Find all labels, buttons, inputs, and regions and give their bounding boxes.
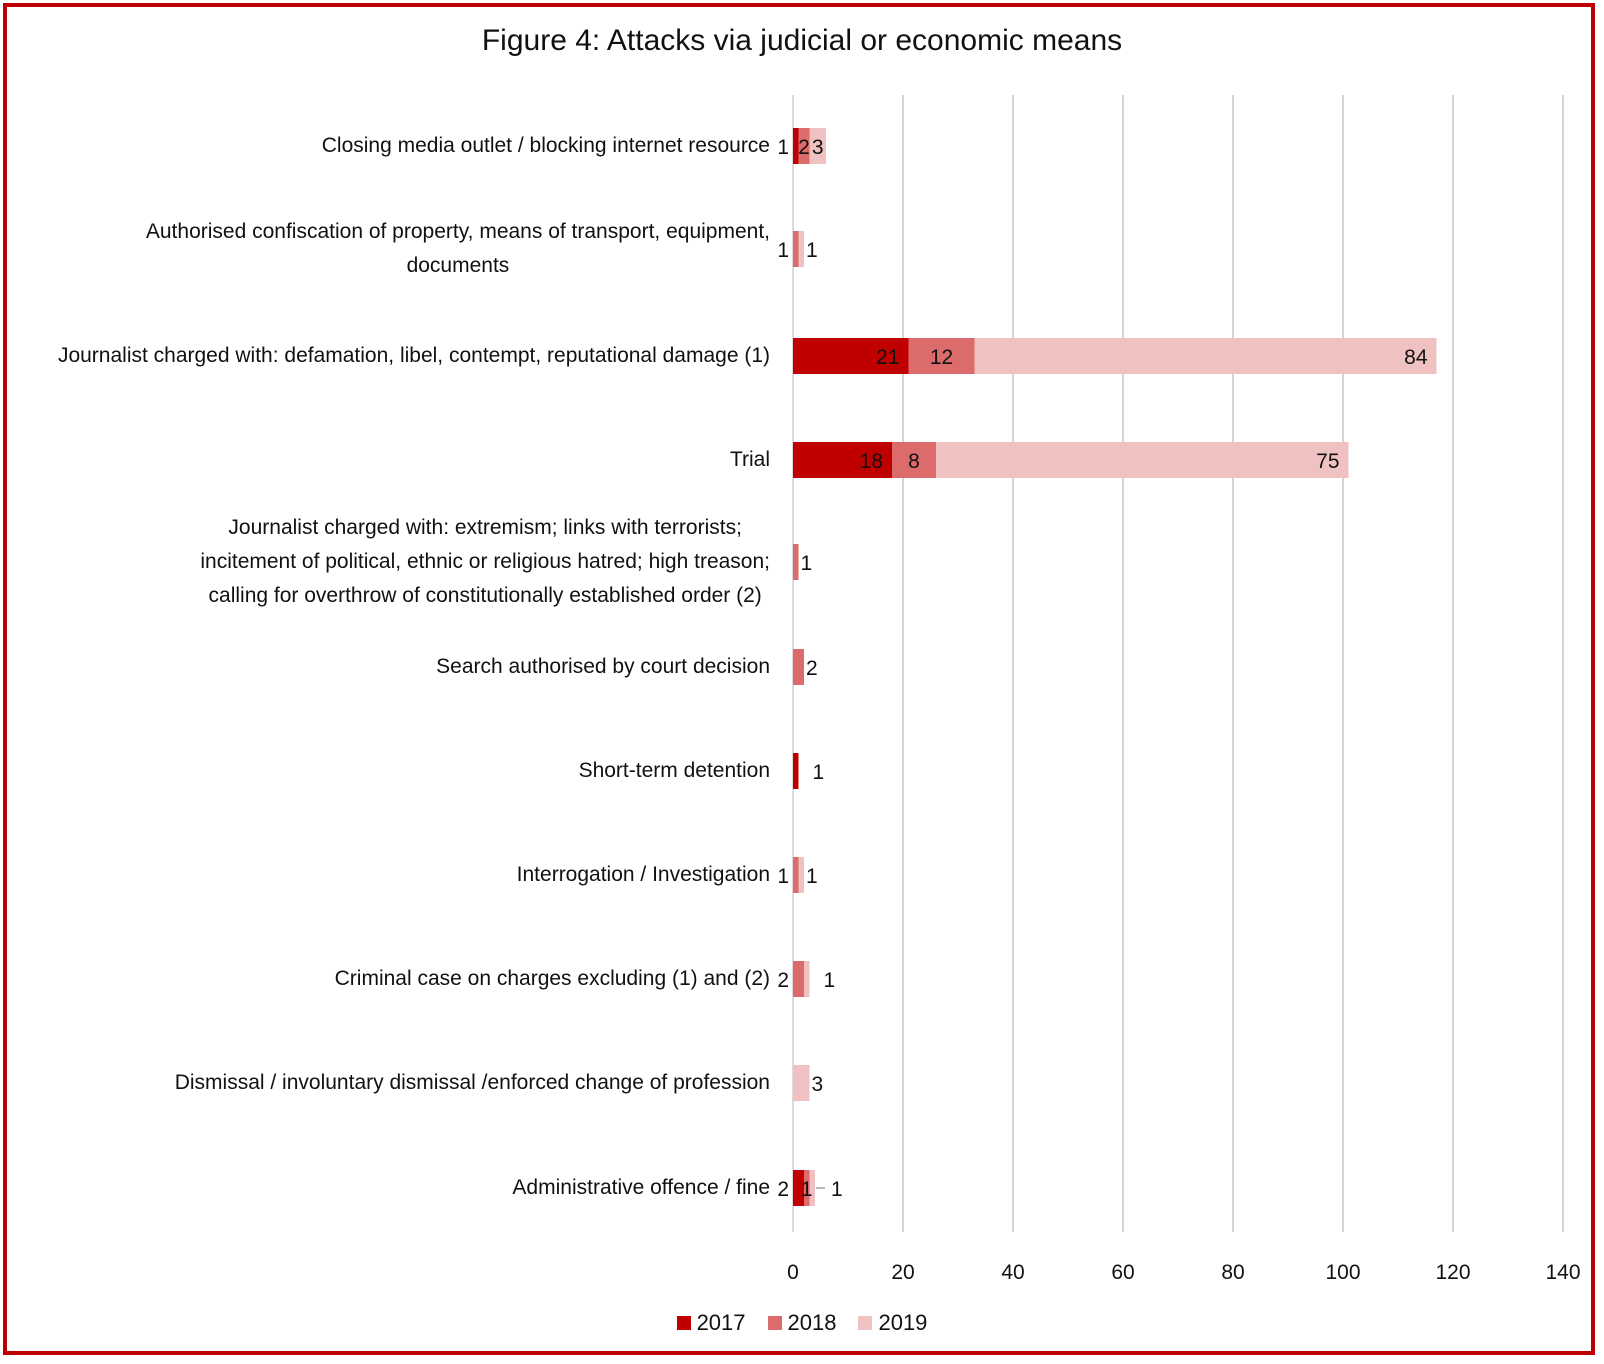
bar-segment-2018: [793, 857, 799, 893]
category-label-line: Journalist charged with: extremism; links with terrorists;: [228, 516, 742, 539]
bar-segment-2019: [975, 338, 1437, 374]
data-label: 3: [811, 1073, 824, 1096]
data-label: 1: [777, 865, 789, 888]
category-label: [579, 754, 770, 788]
data-label: 21: [876, 346, 900, 369]
legend-item-2017: [677, 1310, 746, 1336]
category-label: [322, 129, 770, 163]
data-label: 8: [908, 450, 920, 473]
x-tick-label: 80: [1221, 1261, 1245, 1284]
data-label: 75: [1316, 450, 1340, 473]
data-label: 1: [777, 239, 789, 262]
bar-segment-2018: [793, 544, 799, 580]
bar-segment-2019: [793, 1065, 810, 1101]
category-label-line: Criminal case on charges excluding (1) and (2): [334, 967, 770, 990]
category-label-line: Trial: [729, 448, 770, 471]
category-label-line: documents: [406, 254, 510, 277]
category-label-line: Short-term detention: [578, 759, 770, 782]
data-label: 1: [806, 239, 818, 262]
bar-segment-2019: [804, 961, 810, 997]
x-axis-ticks: [787, 1261, 1580, 1284]
category-label-line: Closing media outlet / blocking internet resource: [321, 134, 770, 157]
legend-item-2019: [858, 1310, 927, 1336]
category-label-line: Administrative offence / fine: [512, 1176, 770, 1199]
bar-segment-2018: [793, 231, 799, 267]
category-label-line: Authorised confiscation of property, means of transport, equipment,: [145, 220, 770, 243]
x-tick-label: 60: [1111, 1261, 1135, 1284]
data-label: 2: [777, 969, 789, 992]
chart-legend: [0, 1310, 1604, 1336]
data-label: 84: [1404, 346, 1428, 369]
legend-swatch: [858, 1316, 872, 1330]
bars: [793, 128, 1437, 1206]
data-label: 2: [806, 657, 818, 680]
bar-segment-2019: [799, 231, 805, 267]
x-tick-label: 120: [1435, 1261, 1471, 1284]
x-tick-label: 40: [1001, 1261, 1025, 1284]
legend-label: 2018: [787, 1310, 837, 1335]
category-label-line: calling for overthrow of constitutionally established order (2): [208, 584, 762, 607]
data-label: 12: [929, 346, 954, 369]
x-tick-label: 100: [1325, 1261, 1361, 1284]
category-label: [146, 215, 770, 283]
category-label-line: Dismissal / involuntary dismissal /enforced change of profession: [174, 1071, 770, 1094]
data-label: 1: [806, 865, 818, 888]
data-label: 1: [812, 761, 825, 784]
category-label: [58, 339, 770, 373]
category-label-line: Search authorised by court decision: [436, 655, 770, 678]
bar-segment-2019: [936, 442, 1349, 478]
bar-segment-2017: [793, 753, 799, 789]
data-label: 2: [798, 136, 810, 159]
category-label-line: Journalist charged with: defamation, libel, contempt, reputational damage (1): [57, 344, 770, 367]
gridlines: [793, 95, 1563, 1232]
category-label: [200, 511, 770, 613]
category-label-line: Interrogation / Investigation: [516, 863, 770, 886]
data-label: 1: [831, 1178, 843, 1201]
legend-label: 2017: [696, 1310, 746, 1335]
category-label: [512, 1171, 770, 1205]
data-label: 1: [800, 552, 813, 575]
x-tick-label: 20: [891, 1261, 915, 1284]
category-label: [517, 858, 770, 892]
category-label: [175, 1066, 770, 1100]
x-tick-label: 140: [1545, 1261, 1581, 1284]
data-label: 1: [777, 136, 789, 159]
x-tick-label: 0: [787, 1261, 799, 1284]
bar-segment-2018: [793, 961, 804, 997]
legend-swatch: [677, 1316, 691, 1330]
legend-swatch: [768, 1316, 782, 1330]
data-label: 18: [859, 450, 883, 473]
data-labels: [777, 136, 1428, 1201]
data-label: 1: [823, 969, 836, 992]
category-label: [730, 443, 770, 477]
data-label: 2: [777, 1178, 789, 1201]
category-label: [436, 650, 770, 684]
legend-item-2018: [768, 1310, 837, 1336]
category-label-line: incitement of political, ethnic or religious hatred; high treason;: [200, 550, 770, 573]
chart-title: Figure 4: Attacks via judicial or economic means: [481, 24, 1123, 57]
category-label: [335, 962, 770, 996]
legend-label: 2019: [878, 1310, 928, 1335]
bar-segment-2019: [799, 857, 805, 893]
data-label: 3: [811, 136, 824, 159]
data-label: 1: [800, 1178, 813, 1201]
bar-segment-2018: [793, 649, 804, 685]
